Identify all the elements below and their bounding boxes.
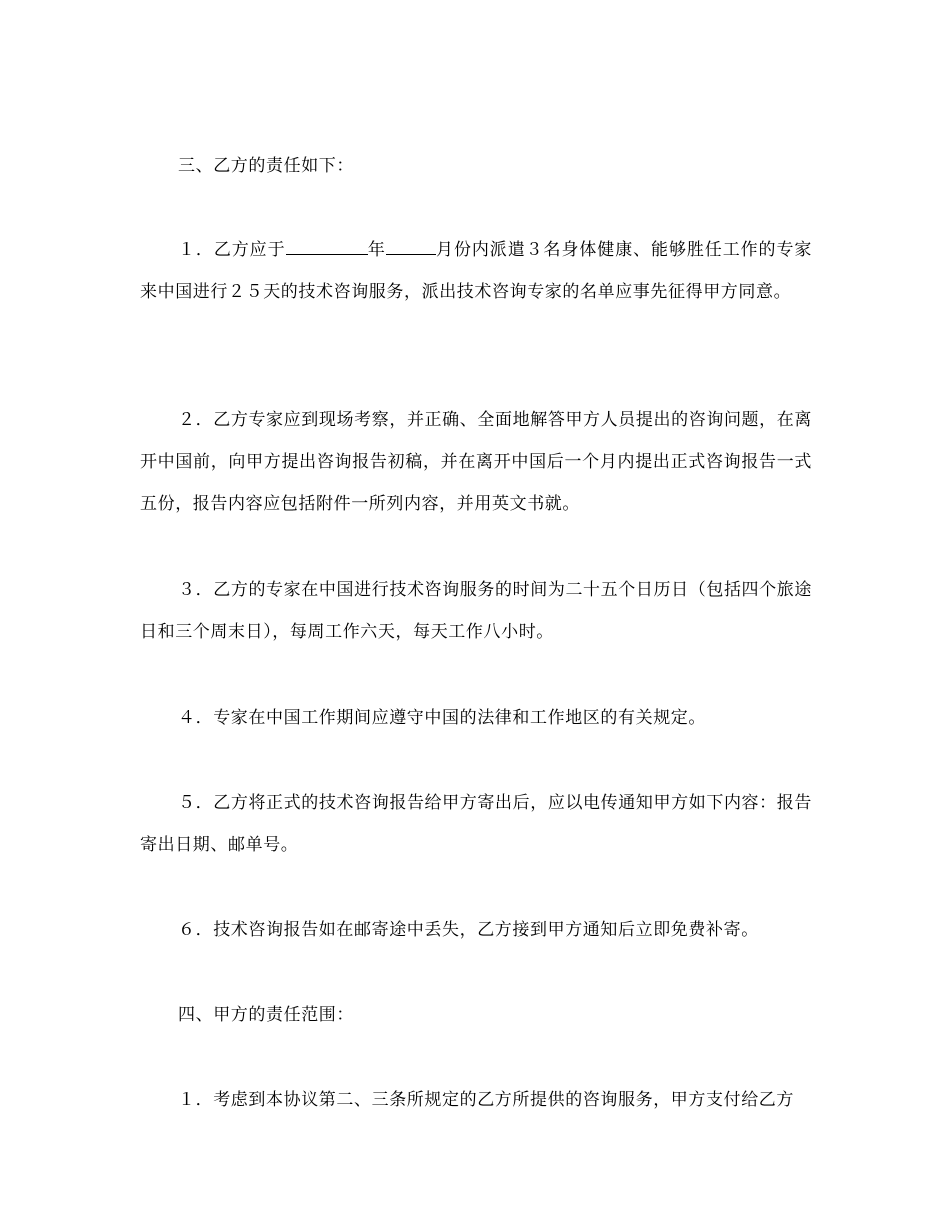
clause-3-3: ３．乙方的专家在中国进行技术咨询服务的时间为二十五个日历日（包括四个旅途日和三个周末日），每周工作六天，每天工作八小时。	[140, 580, 812, 642]
clause-3-1-year-label: 年	[367, 240, 386, 260]
clause-4-1: １．考虑到本协议第二、三条所规定的乙方所提供的咨询服务，甲方支付给乙方	[178, 1090, 794, 1110]
clause-3-1	[140, 229, 812, 313]
month-blank	[386, 236, 436, 255]
clause-3-4: ４．专家在中国工作期间应遵守中国的法律和工作地区的有关规定。	[178, 708, 706, 728]
clause-3-5: ５．乙方将正式的技术咨询报告给甲方寄出后，应以电传通知甲方如下内容：报告寄出日期、邮单号。	[140, 793, 812, 855]
section-3-heading: 三、乙方的责任如下：	[178, 156, 354, 176]
clause-3-1-prefix: １．乙方应于	[178, 240, 286, 260]
clause-3-1-rest: 月份内派遣３名身体健康、能够胜任工作的专家来中国进行２５天的技术咨询服务，派出技术咨询专家的名单应事先征得甲方同意。	[140, 240, 812, 302]
year-blank	[286, 236, 368, 255]
clause-3-6: ６．技术咨询报告如在邮寄途中丢失，乙方接到甲方通知后立即免费补寄。	[178, 920, 759, 940]
clause-3-2: ２．乙方专家应到现场考察，并正确、全面地解答甲方人员提出的咨询问题，在离开中国前，向甲方提出咨询报告初稿，并在离开中国后一个月内提出正式咨询报告一式五份，报告内容应包括附件一所列内容，并用英文书就。	[140, 410, 812, 514]
section-4-heading: 四、甲方的责任范围：	[178, 1005, 354, 1025]
